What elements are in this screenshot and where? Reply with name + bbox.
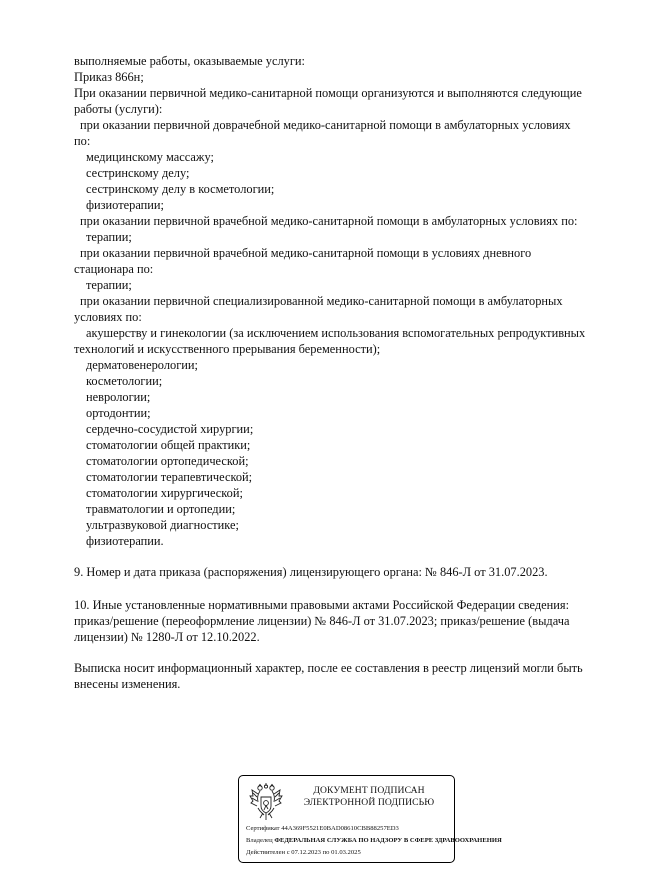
text-line: стационара по: xyxy=(74,262,154,276)
certificate-value: 44A369F5521E0BAD08610CBB88257ED3 xyxy=(281,825,399,832)
certificate-label: Сертификат xyxy=(246,825,280,832)
text-line: ультразвуковой диагностике; xyxy=(86,518,239,532)
text-line: условиях по: xyxy=(74,310,142,324)
text-line: При оказании первичной медико-санитарной помощи организуются и выполняются следующие xyxy=(74,86,582,100)
stamp-title-line-2: ЭЛЕКТРОННОЙ ПОДПИСЬЮ xyxy=(303,797,435,808)
text-line: терапии; xyxy=(86,278,132,292)
validity-label: Действителен xyxy=(246,849,286,856)
text-line: физиотерапии. xyxy=(86,534,164,548)
text-line: стоматологии ортопедической; xyxy=(86,454,249,468)
text-line: при оказании первичной врачебной медико-санитарной помощи в условиях дневного xyxy=(80,246,532,260)
text-line: выполняемые работы, оказываемые услуги: xyxy=(74,54,306,68)
certificate-row xyxy=(246,825,399,833)
owner-label: Владелец xyxy=(246,837,273,844)
text-line: по: xyxy=(74,134,91,148)
validity-row xyxy=(246,849,361,857)
text-line: сестринскому делу в косметологии; xyxy=(86,182,275,196)
text-line: 10. Иные установленные нормативными правовыми актами Российской Федерации сведения: xyxy=(74,598,570,612)
text-line: медицинскому массажу; xyxy=(86,150,214,164)
text-line: Выписка носит информационный характер, после ее составления в реестр лицензий могли быть xyxy=(74,661,583,675)
validity-value: с 07.12.2023 по 01.03.2025 xyxy=(286,849,361,856)
text-line: косметологии; xyxy=(86,374,163,388)
text-line: физиотерапии; xyxy=(86,198,164,212)
text-line: Приказ 866н; xyxy=(74,70,144,84)
text-line: стоматологии хирургической; xyxy=(86,486,243,500)
text-line: стоматологии общей практики; xyxy=(86,438,251,452)
text-line: при оказании первичной специализированной медико-санитарной помощи в амбулаторных xyxy=(80,294,563,308)
stamp-title xyxy=(294,785,444,809)
stamp-title-line-1: ДОКУМЕНТ ПОДПИСАН xyxy=(313,785,425,796)
text-line: дерматовенерологии; xyxy=(86,358,198,372)
electronic-signature-stamp xyxy=(238,775,502,863)
text-line: сердечно-сосудистой хирургии; xyxy=(86,422,254,436)
text-line: травматологии и ортопедии; xyxy=(86,502,236,516)
text-line: неврологии; xyxy=(86,390,151,404)
text-line: ортодонтии; xyxy=(86,406,151,420)
owner-row xyxy=(246,837,502,845)
text-line: 9. Номер и дата приказа (распоряжения) лицензирующего органа: № 846-Л от 31.07.2023. xyxy=(74,565,548,579)
text-line: сестринскому делу; xyxy=(86,166,190,180)
text-line: стоматологии терапевтической; xyxy=(86,470,253,484)
text-line: терапии; xyxy=(86,230,132,244)
text-line: при оказании первичной доврачебной медико-санитарной помощи в амбулаторных условиях xyxy=(80,118,571,132)
coat-of-arms-icon xyxy=(249,782,283,822)
text-line: внесены изменения. xyxy=(74,677,181,691)
text-line: технологий и искусственного прерывания беременности); xyxy=(74,342,381,356)
text-line: акушерству и гинекологии (за исключением использования вспомогательных репродуктивных xyxy=(86,326,586,340)
owner-value: ФЕДЕРАЛЬНАЯ СЛУЖБА ПО НАДЗОРУ В СФЕРЕ ЗДРАВООХРАНЕНИЯ xyxy=(274,837,502,844)
text-line: лицензии) № 1280-Л от 12.10.2022. xyxy=(74,630,260,644)
text-line: приказ/решение (переоформление лицензии) № 846-Л от 31.07.2023; приказ/решение (выдача xyxy=(74,614,570,628)
text-line: при оказании первичной врачебной медико-санитарной помощи в амбулаторных условиях по: xyxy=(80,214,578,228)
text-line: работы (услуги): xyxy=(74,102,163,116)
